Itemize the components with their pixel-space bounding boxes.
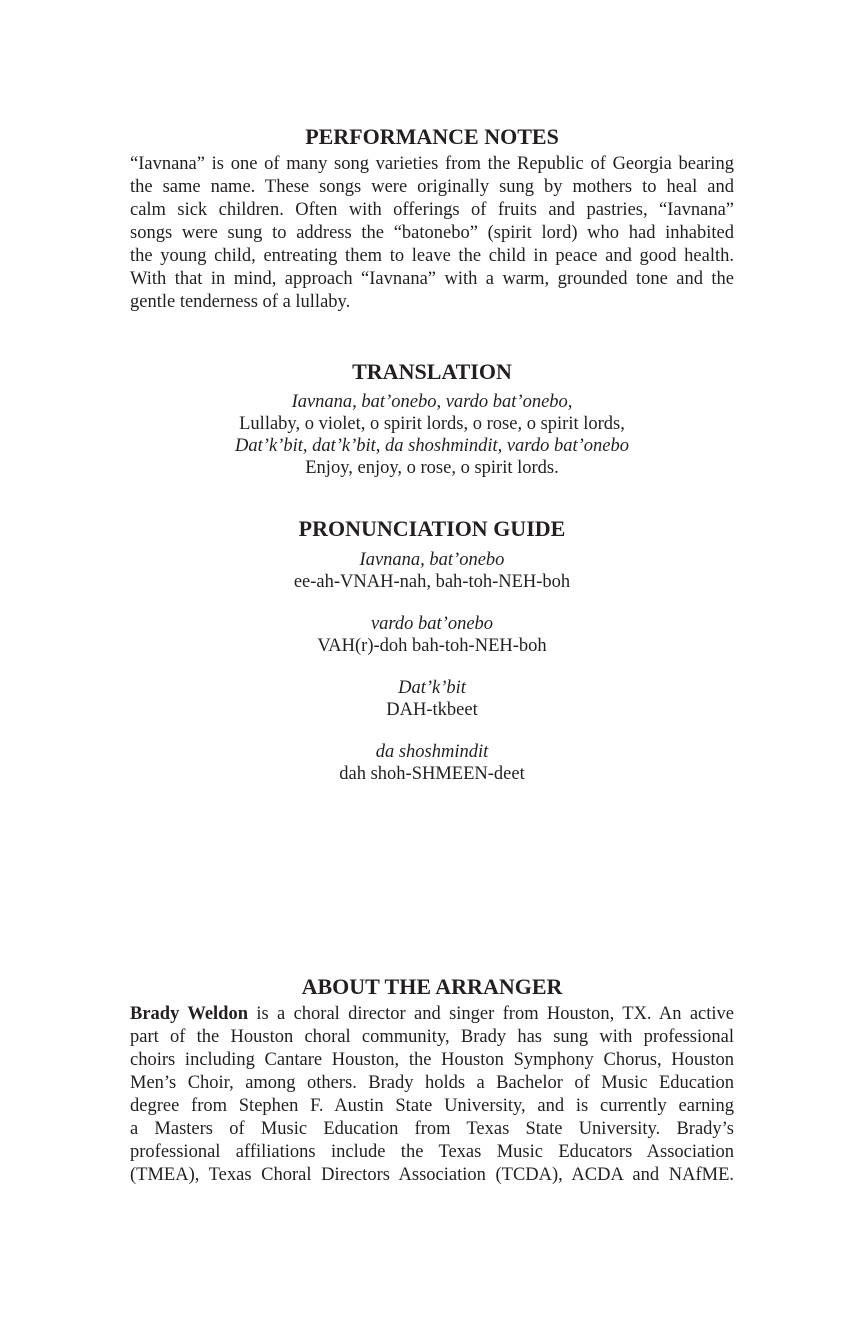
about-arranger-paragraph xyxy=(130,1003,734,1187)
pronunciation-word: Dat’k’bit xyxy=(398,678,466,698)
paragraph-line: part of the Houston choral community, Brady has sung with professional xyxy=(130,1027,734,1047)
translation-line-english: Enjoy, enjoy, o rose, o spirit lords. xyxy=(305,458,559,478)
pronunciation-word: da shoshmindit xyxy=(375,742,489,762)
performance-notes-heading: PERFORMANCE NOTES xyxy=(305,124,559,149)
pronunciation-item xyxy=(130,613,734,657)
paragraph-line: (TMEA), Texas Choral Directors Association (TCDA), ACDA and NAfME. xyxy=(130,1165,734,1185)
paragraph-line: “Iavnana” is one of many song varieties from the Republic of Georgia bearing xyxy=(130,154,734,174)
pronunciation-item xyxy=(130,741,734,785)
about-arranger-section xyxy=(130,974,734,1187)
paragraph-line: calm sick children. Often with offerings of fruits and pastries, “Iavnana” xyxy=(130,200,734,220)
translation-section xyxy=(130,359,734,479)
paragraph-line: degree from Stephen F. Austin State University, and is currently earning xyxy=(130,1096,734,1116)
paragraph-line: songs were sung to address the “batonebo” (spirit lord) who had inhabited xyxy=(130,223,734,243)
paragraph-line: a Masters of Music Education from Texas State University. Brady’s xyxy=(130,1119,734,1139)
pronunciation-word: vardo bat’onebo xyxy=(370,614,494,634)
paragraph-line: choirs including Cantare Houston, the Houston Symphony Chorus, Houston xyxy=(130,1050,734,1070)
translation-line-english: Lullaby, o violet, o spirit lords, o rose, o spirit lords, xyxy=(239,414,625,434)
performance-notes-paragraph xyxy=(130,153,734,314)
about-arranger-heading: ABOUT THE ARRANGER xyxy=(301,974,563,999)
pronunciation-item xyxy=(130,549,734,593)
paragraph-line: gentle tenderness of a lullaby. xyxy=(130,292,351,312)
paragraph-line: the young child, entreating them to leave the child in peace and good health. xyxy=(130,246,734,266)
paragraph-line: the same name. These songs were originally sung by mothers to heal and xyxy=(130,177,734,197)
pronunciation-sound: DAH-tkbeet xyxy=(386,700,478,720)
arranger-name: Brady Weldon xyxy=(130,1004,249,1024)
pronunciation-section xyxy=(130,516,734,785)
pronunciation-sound: VAH(r)-doh bah-toh-NEH-boh xyxy=(317,636,547,656)
paragraph-line: With that in mind, approach “Iavnana” with a warm, grounded tone and the xyxy=(130,269,734,289)
translation-line-original: Dat’k’bit, dat’k’bit, da shoshmindit, vardo bat’onebo xyxy=(235,436,629,456)
paragraph-line: professional affiliations include the Texas Music Educators Association xyxy=(130,1142,734,1162)
pronunciation-sound: dah shoh-SHMEEN-deet xyxy=(339,764,525,784)
pronunciation-heading: PRONUNCIATION GUIDE xyxy=(298,516,566,541)
pronunciation-sound: ee-ah-VNAH-nah, bah-toh-NEH-boh xyxy=(293,572,571,592)
translation-heading: TRANSLATION xyxy=(352,359,512,384)
paragraph-text: is a choral director and singer from Houston, TX. An active xyxy=(248,1004,734,1024)
translation-line-original: Iavnana, bat’onebo, vardo bat’onebo, xyxy=(291,392,573,412)
paragraph-line: Men’s Choir, among others. Brady holds a Bachelor of Music Education xyxy=(130,1073,734,1093)
performance-notes-section xyxy=(130,124,734,314)
pronunciation-item xyxy=(130,677,734,721)
pronunciation-word: Iavnana, bat’onebo xyxy=(359,550,505,570)
paragraph-line xyxy=(130,1003,734,1026)
